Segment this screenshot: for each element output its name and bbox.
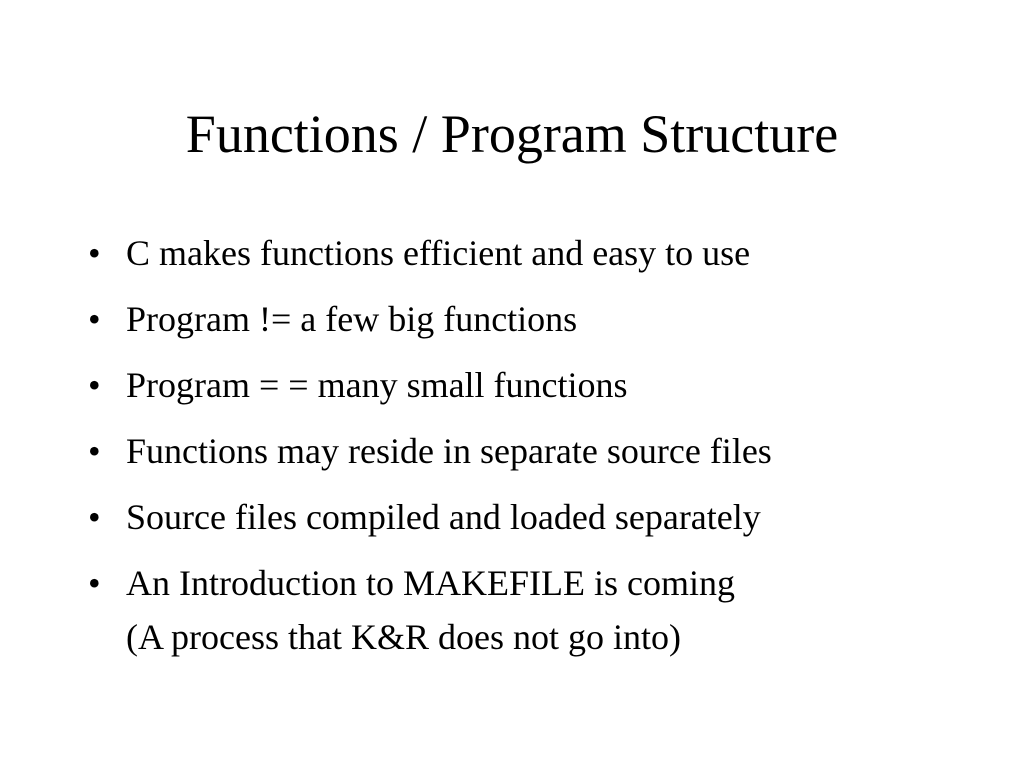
bullet-item bbox=[88, 490, 1008, 544]
bullet-item bbox=[88, 358, 1008, 412]
bullet-item bbox=[88, 556, 1008, 664]
bullet-item bbox=[88, 424, 1008, 478]
bullet-dot-icon: • bbox=[88, 233, 101, 273]
slide-title: Functions / Program Structure bbox=[185, 104, 839, 164]
bullet-dot-icon: • bbox=[88, 431, 101, 471]
bullet-list bbox=[88, 226, 1008, 676]
bullet-item bbox=[88, 292, 1008, 346]
bullet-text: Functions may reside in separate source files bbox=[126, 431, 772, 471]
bullet-dot-icon: • bbox=[88, 365, 101, 405]
bullet-dot-icon: • bbox=[88, 497, 101, 537]
bullet-text: Source files compiled and loaded separately bbox=[126, 497, 761, 537]
bullet-dot-icon: • bbox=[88, 563, 101, 603]
bullet-item bbox=[88, 226, 1008, 280]
bullet-text: Program != a few big functions bbox=[126, 299, 578, 339]
bullet-dot-icon: • bbox=[88, 299, 101, 339]
bullet-text: An Introduction to MAKEFILE is coming bbox=[126, 563, 735, 603]
bullet-continuation-text: (A process that K&R does not go into) bbox=[126, 617, 681, 657]
bullet-text: Program = = many small functions bbox=[126, 365, 628, 405]
bullet-text: C makes functions efficient and easy to use bbox=[126, 233, 751, 273]
